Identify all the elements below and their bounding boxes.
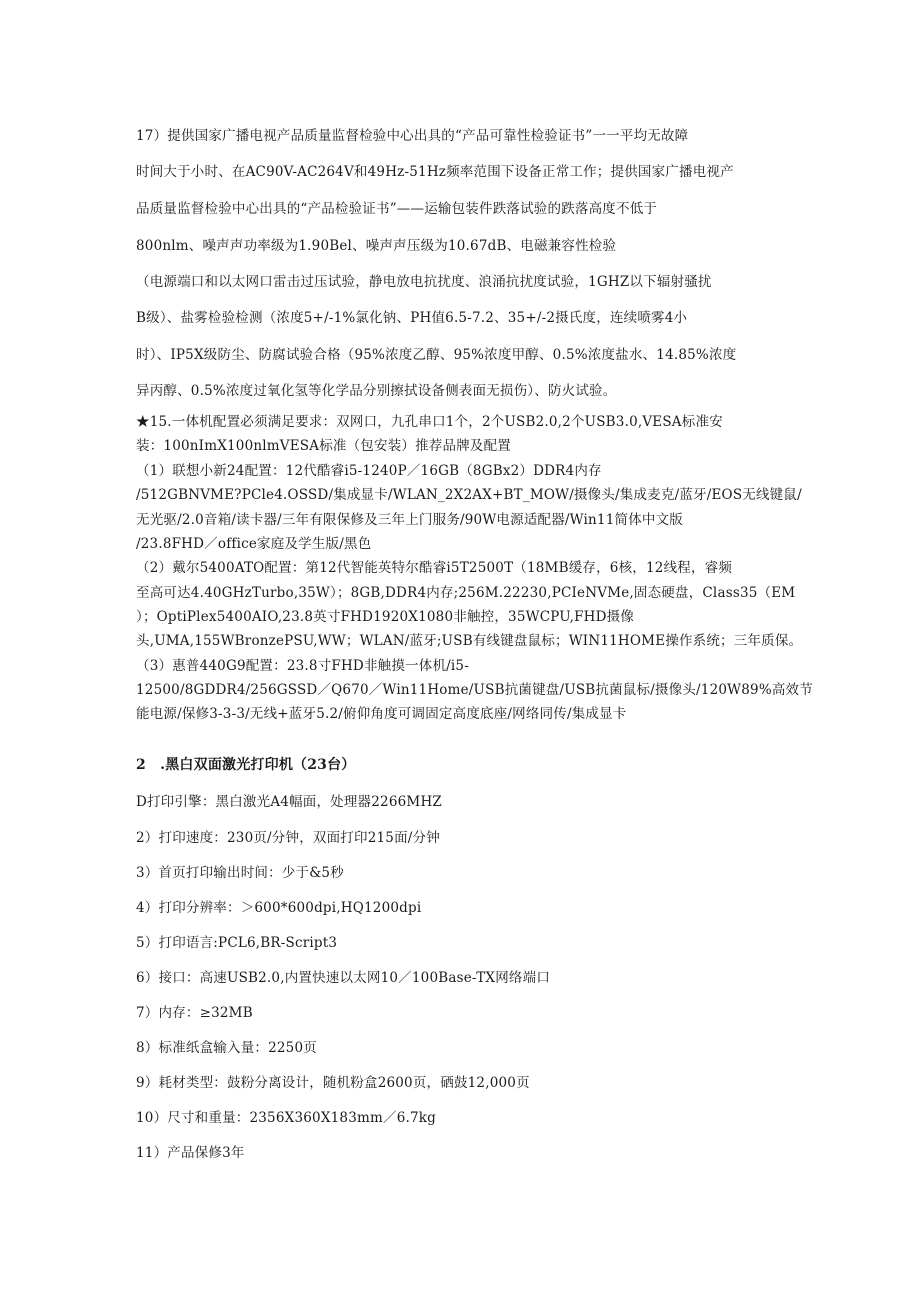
paragraph-line: B级）、盐雾检验检测（浓度5+/-1%氯化钠、PH值6.5-7.2、35+/-2摄氏度，连续喷雾4小 xyxy=(136,310,688,326)
paragraph-line: （1）联想小新24配置：12代酷睿i5-1240P／16GB（8GBx2）DDR4内存 xyxy=(136,463,602,479)
section-heading: 2 .黑白双面激光打印机（23台） xyxy=(136,757,356,773)
paragraph-line: ）；OptiPlex5400AIO,23.8英寸FHD1920X1080非触控，35WCPU,FHD摄像 xyxy=(136,609,635,625)
paragraph-line: 头,UMA,155WBronzePSU,WW；WLAN/蓝牙;USB有线键盘鼠标；WIN11HOME操作系统；三年质保。 xyxy=(136,633,803,649)
paragraph-line: 12500/8GDDR4/256GSSD／Q670／Win11Home/USB抗菌键盘/USB抗菌鼠标/摄像头/120W89%高效节 xyxy=(136,682,813,698)
spec-item: 2）打印速度：230页/分钟，双面打印215面/分钟 xyxy=(136,830,440,846)
spec-item: D打印引擎：黑白激光A4幅面，处理器2266MHZ xyxy=(136,794,442,810)
paragraph-line: /512GBNVME?PCle4.OSSD/集成显卡/WLAN_2X2AX+BT_MOW/摄像头/集成麦克/蓝牙/EOS无线键鼠/ xyxy=(136,487,802,503)
spec-item: 9）耗材类型：鼓粉分离设计，随机粉盒2600页，硒鼓12,000页 xyxy=(136,1075,530,1091)
spec-item: 3）首页打印输出时间：少于&5秒 xyxy=(136,865,344,881)
spec-item: 11）产品保修3年 xyxy=(136,1145,245,1161)
paragraph-line: 能电源/保修3-3-3/无线+蓝牙5.2/俯仰角度可调固定高度底座/网络同传/集成显卡 xyxy=(136,706,627,722)
paragraph-line: 品质量监督检验中心出具的“产品检验证书”——运输包装件跌落试验的跌落高度不低于 xyxy=(136,201,658,217)
paragraph-line: （2）戴尔5400ATO配置：第12代智能英特尔酷睿i5T2500T（18MB缓存，6核，12线程，睿频 xyxy=(136,560,733,576)
paragraph-line: 异丙醇、0.5%浓度过氧化氢等化学品分别擦拭设备侧表面无损伤）、防火试验。 xyxy=(136,383,617,399)
paragraph-line: 装：100nImX100nlmVESA标准（包安装）推荐品牌及配置 xyxy=(136,438,511,454)
paragraph-line: 时）、IP5X级防尘、防腐试验合格（95%浓度乙醇、95%浓度甲醇、0.5%浓度盐水、14.85%浓度 xyxy=(136,347,737,363)
paragraph-line: 无光驱/2.0音箱/读卡器/三年有限保修及三年上门服务/90W电源适配器/Win11简体中文版 xyxy=(136,512,683,528)
paragraph-line: 时间大于小时、在AC90V-AC264V和49Hz-51Hz频率范围下设备正常工作；提供国家广播电视产 xyxy=(136,164,734,180)
spec-item: 6）接口：高速USB2.0,内置快速以太网10／100Base-TX网络端口 xyxy=(136,970,551,986)
paragraph-line: ★15.一体机配置必须满足要求：双网口，九孔串口1个，2个USB2.0,2个USB3.0,VESA标准安 xyxy=(136,414,723,430)
paragraph-line: /23.8FHD／office家庭及学生版/黑色 xyxy=(136,536,372,552)
spec-item: 4）打印分辨率：＞600*600dpi,HQ1200dpi xyxy=(136,900,422,916)
paragraph-line: 17）提供国家广播电视产品质量监督检验中心出具的“产品可靠性检验证书”一一平均无故障 xyxy=(136,128,689,144)
paragraph-line: 800nlm、噪声声功率级为1.90Bel、噪声声压级为10.67dB、电磁兼容性检验 xyxy=(136,238,617,254)
paragraph-line: （电源端口和以太网口雷击过压试验，静电放电抗扰度、浪涌抗扰度试验，1GHZ以下辐射骚扰 xyxy=(136,274,712,290)
paragraph-line: （3）惠普440G9配置：23.8寸FHD非触摸一体机/i5- xyxy=(136,658,469,674)
spec-item: 7）内存：≥32MB xyxy=(136,1005,253,1021)
spec-item: 10）尺寸和重量：2356X360X183mm／6.7kg xyxy=(136,1110,436,1126)
spec-item: 5）打印语言:PCL6,BR-Script3 xyxy=(136,935,338,951)
paragraph-line: 至高可达4.40GHzTurbo,35W）；8GB,DDR4内存;256M.22230,PCIeNVMe,固态硬盘，Class35（EM xyxy=(136,585,796,601)
spec-item: 8）标准纸盒输入量：2250页 xyxy=(136,1040,317,1056)
